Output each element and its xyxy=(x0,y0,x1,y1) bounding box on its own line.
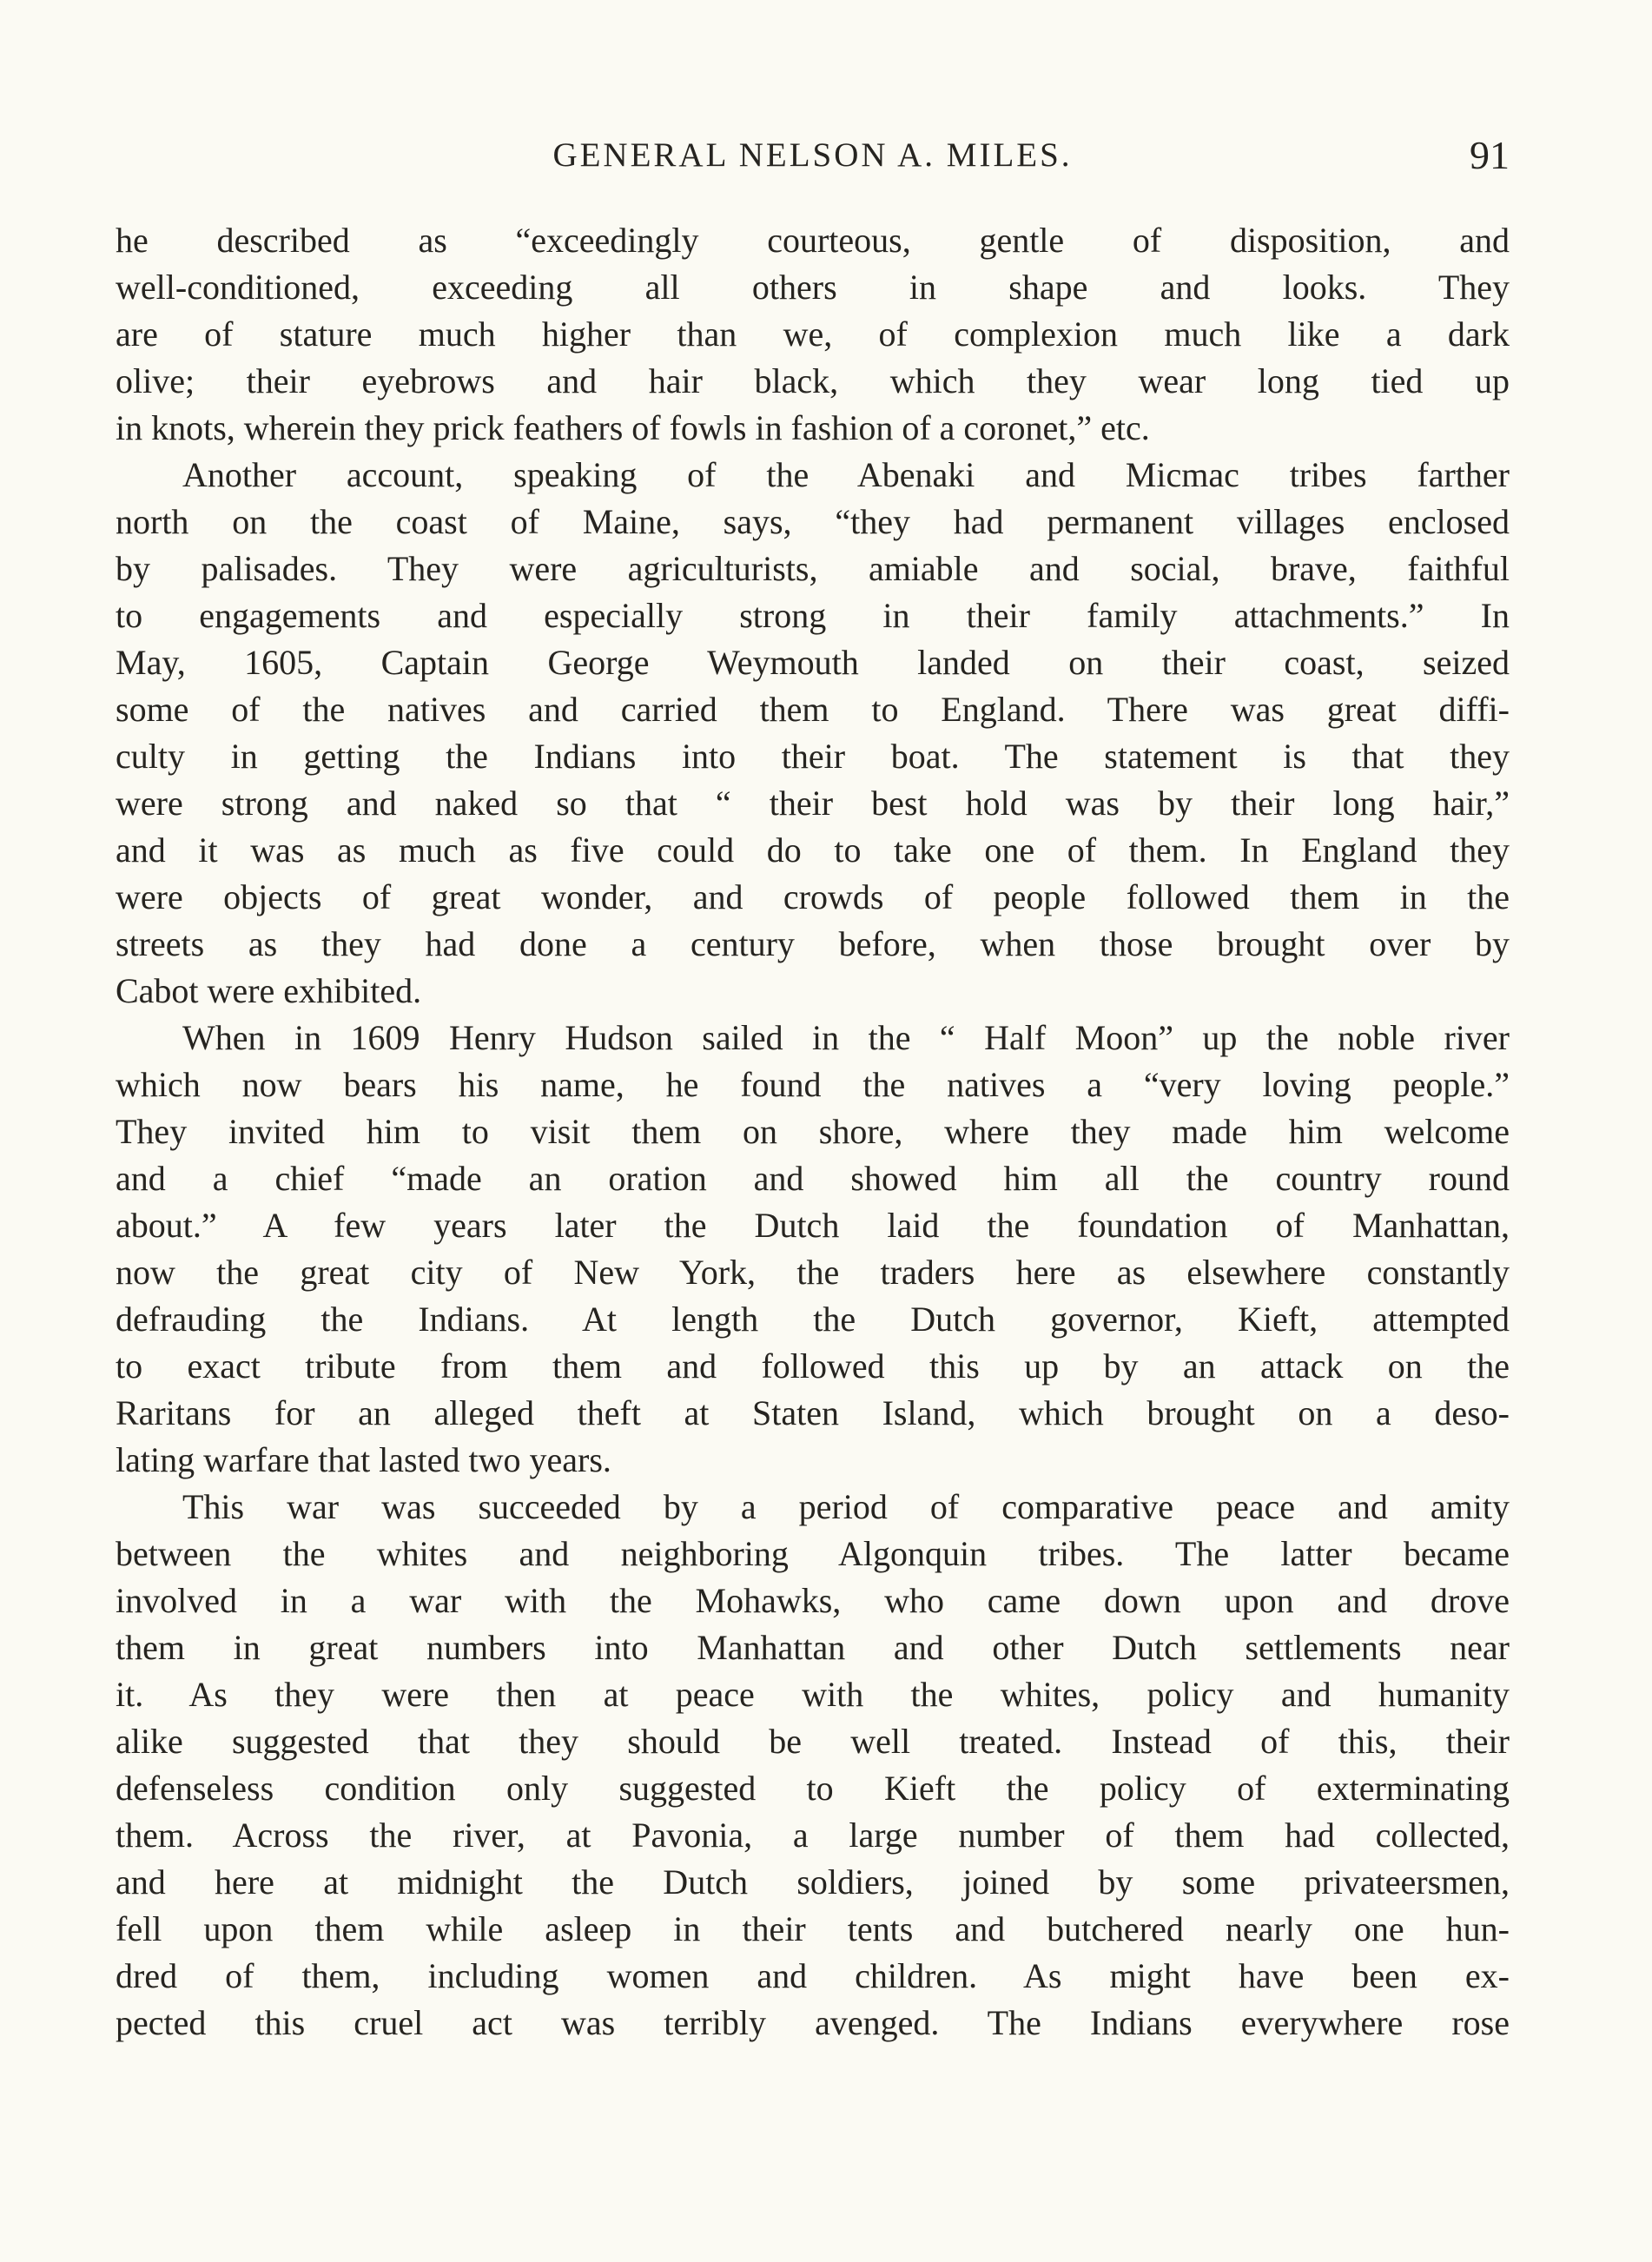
text-line: and it was as much as five could do to take one of them. In England they xyxy=(116,830,1510,870)
text-line: When in 1609 Henry Hudson sailed in the “ Half Moon” up the noble river xyxy=(182,1018,1510,1057)
text-line: to engagements and especially strong in their family attachments.” In xyxy=(116,596,1510,635)
text-line: now the great city of New York, the traders here as elsewhere constantly xyxy=(116,1253,1510,1292)
text-line: some of the natives and carried them to England. There was great diffi- xyxy=(116,690,1510,729)
text-line: to exact tribute from them and followed this up by an attack on the xyxy=(116,1346,1510,1386)
text-line: them. Across the river, at Pavonia, a large number of them had collected, xyxy=(116,1816,1510,1855)
text-line: north on the coast of Maine, says, “they had permanent villages enclosed xyxy=(116,502,1510,541)
text-line: between the whites and neighboring Algonquin tribes. The latter became xyxy=(116,1534,1510,1573)
text-line: Cabot were exhibited. xyxy=(116,971,422,1010)
text-line: dred of them, including women and children. As might have been ex- xyxy=(116,1956,1510,1995)
text-line: them in great numbers into Manhattan and other Dutch settlements near xyxy=(116,1628,1510,1667)
running-head xyxy=(116,127,1510,184)
text-line: by palisades. They were agriculturists, amiable and social, brave, faithful xyxy=(116,549,1510,588)
text-line: are of stature much higher than we, of complexion much like a dark xyxy=(116,314,1510,354)
text-line: involved in a war with the Mohawks, who came down upon and drove xyxy=(116,1581,1510,1620)
text-line: were objects of great wonder, and crowds of people followed them in the xyxy=(116,877,1510,916)
text-line: Raritans for an alleged theft at Staten Island, which brought on a deso- xyxy=(116,1393,1510,1432)
text-line: and here at midnight the Dutch soldiers, joined by some privateersmen, xyxy=(116,1862,1510,1902)
text-line: streets as they had done a century before, when those brought over by xyxy=(116,924,1510,963)
text-line: culty in getting the Indians into their boat. The statement is that they xyxy=(116,737,1510,776)
text-line: defrauding the Indians. At length the Dutch governor, Kieft, attempted xyxy=(116,1300,1510,1339)
text-line: and a chief “made an oration and showed him all the country round xyxy=(116,1159,1510,1198)
text-line: pected this cruel act was terribly avenged. The Indians everywhere rose xyxy=(116,2003,1510,2042)
page-number: 91 xyxy=(1470,133,1510,177)
text-line: he described as “exceedingly courteous, gentle of disposition, and xyxy=(116,221,1510,260)
text-line: it. As they were then at peace with the whites, policy and humanity xyxy=(116,1675,1510,1714)
body-text xyxy=(116,217,1510,2047)
text-line: which now bears his name, he found the natives a “very loving people.” xyxy=(116,1065,1510,1104)
text-line: in knots, wherein they prick feathers of fowls in fashion of a coronet,” etc. xyxy=(116,408,1150,447)
text-line: about.” A few years later the Dutch laid the foundation of Manhattan, xyxy=(116,1206,1510,1245)
text-line: fell upon them while asleep in their tents and butchered nearly one hun- xyxy=(116,1909,1510,1948)
text-line: This war was succeeded by a period of comparative peace and amity xyxy=(182,1487,1510,1526)
text-line: They invited him to visit them on shore, where they made him welcome xyxy=(116,1112,1510,1151)
text-line: Another account, speaking of the Abenaki and Micmac tribes farther xyxy=(182,455,1510,494)
text-line: well-conditioned, exceeding all others in shape and looks. They xyxy=(116,268,1510,307)
running-title: GENERAL NELSON A. MILES. xyxy=(552,136,1073,174)
text-line: were strong and naked so that “ their best hold was by their long hair,” xyxy=(116,784,1510,823)
text-line: defenseless condition only suggested to Kieft the policy of exterminating xyxy=(116,1769,1510,1808)
text-line: lating warfare that lasted two years. xyxy=(116,1440,611,1479)
text-line: May, 1605, Captain George Weymouth landed on their coast, seized xyxy=(116,643,1510,682)
text-line: alike suggested that they should be well treated. Instead of this, their xyxy=(116,1722,1510,1761)
text-line: olive; their eyebrows and hair black, which they wear long tied up xyxy=(116,361,1510,400)
